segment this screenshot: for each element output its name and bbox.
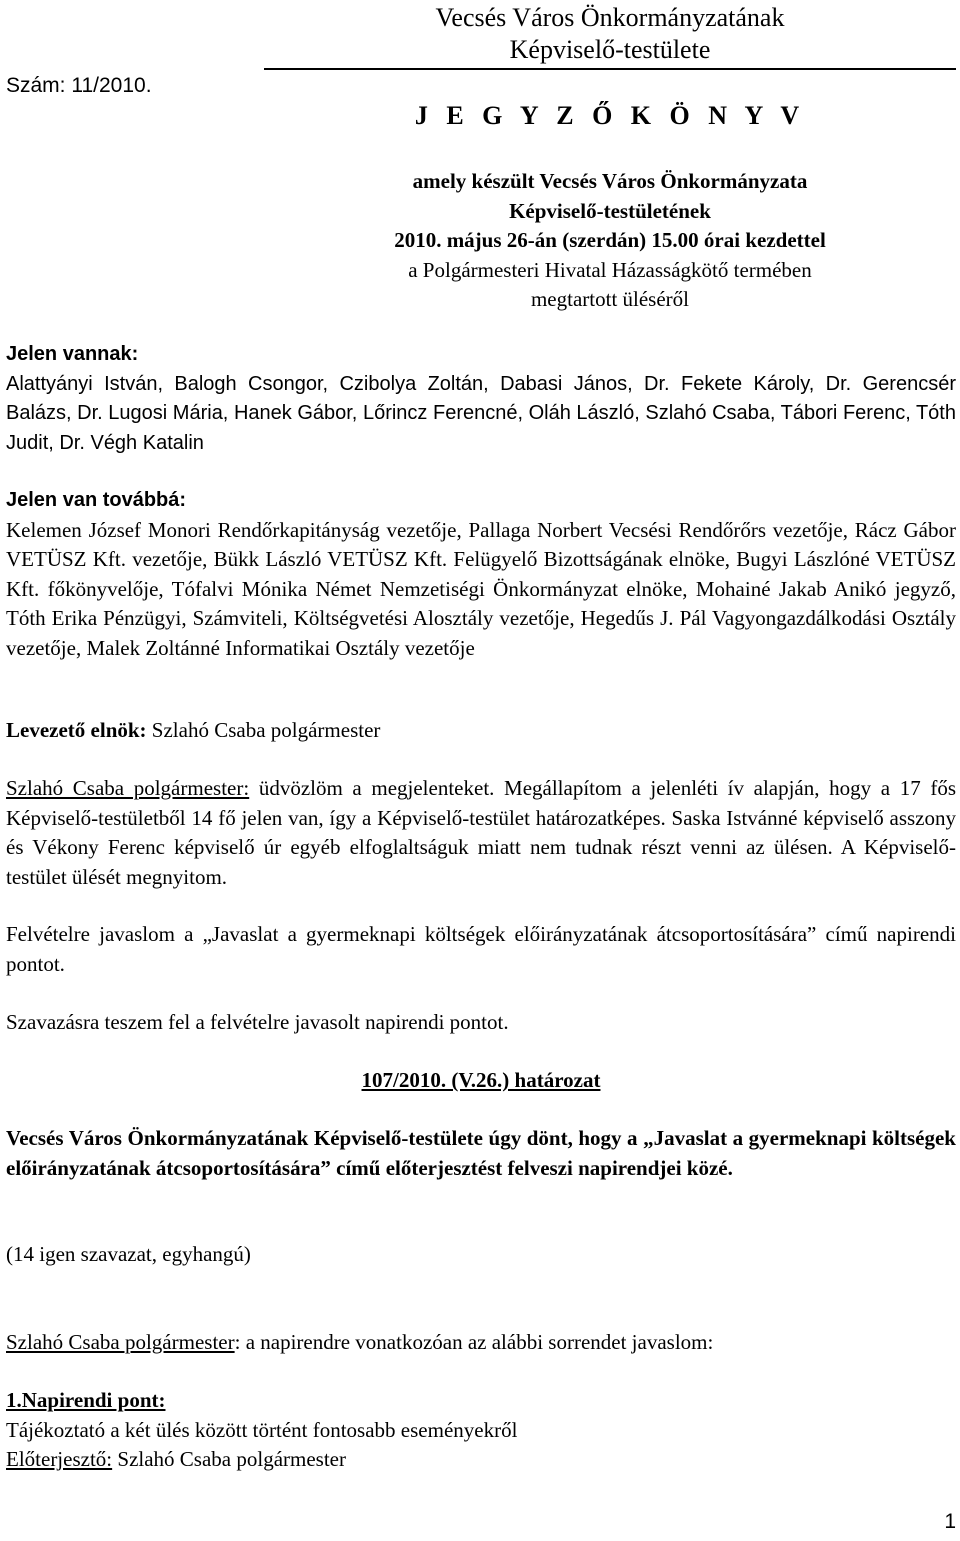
chair-name: Szlahó Csaba polgármester	[151, 718, 381, 742]
council-name-line2: Képviselő-testülete	[509, 35, 711, 64]
document-header	[6, 0, 956, 130]
agenda-item-title: Tájékoztató a két ülés között történt fontosabb eseményekről	[6, 1417, 518, 1442]
chair-label: Levezető elnök:	[6, 718, 147, 742]
opening-speech	[6, 774, 956, 892]
also-present-heading: Jelen van továbbá:	[6, 489, 187, 511]
also-present-list: Kelemen József Monori Rendőrkapitányság vezetője, Pallaga Norbert Vecsési Rendőrőrs vezetője, Rácz Gábor VETÜSZ Kft. vezetője, Bükk László VETÜSZ Kft. Felügyelő Bizottságának elnöke, Bugyi Lászlóné VETÜSZ Kft. főkönyvelője, Tófalvi Mónika Német Nemzetiségi Önkormányzat elnöke, Mohainé Jakab Anikó jegyző, Tóth Erika Pénzügyi, Számviteli, Költségvetési Alosztály vezetője, Hegedűs J. Pál Vagyongazdálkodási Osztály vezetője, Malek Zoltánné Informatikai Osztály vezetője	[6, 517, 956, 660]
chair-line	[6, 716, 956, 746]
intro-line: a Polgármesteri Hivatal Házasságkötő termében	[408, 257, 812, 282]
document-page	[6, 0, 956, 1471]
council-name	[264, 0, 956, 70]
vote-call-paragraph: Szavazásra teszem fel a felvételre javasolt napirendi pontot.	[6, 1010, 509, 1034]
intro-line: 2010. május 26-án (szerdán) 15.00 órai kezdettel	[394, 228, 826, 252]
resolution-number-text: 107/2010. (V.26.) határozat	[361, 1068, 601, 1092]
present-heading: Jelen vannak:	[6, 343, 139, 365]
also-present-section	[6, 486, 956, 663]
speech-text: : a napirendre vonatkozóan az alábbi sorrendet javaslom:	[234, 1330, 714, 1354]
proposal-paragraph: Felvételre javaslom a „Javaslat a gyermeknapi költségek előirányzatának átcsoportosítására” című napirendi pontot.	[6, 922, 956, 976]
agenda-item-presenter	[6, 1445, 956, 1475]
speaker-name: Szlahó Csaba polgármester	[6, 1330, 235, 1354]
presenter-label: Előterjesztő:	[6, 1447, 113, 1471]
resolution-vote: (14 igen szavazat, egyhangú)	[6, 1242, 251, 1266]
present-section	[6, 340, 956, 458]
speaker-name: Szlahó Csaba polgármester:	[6, 776, 250, 800]
intro-line: megtartott üléséről	[530, 287, 690, 311]
agenda-speech	[6, 1328, 956, 1358]
presenter-name: Szlahó Csaba polgármester	[117, 1447, 346, 1471]
speech-text: üdvözlöm a megjelenteket. Megállapítom a jelenléti ív alapján, hogy a 17 fős Képviselő-testületből 14 fő jelen van, így a Képviselő-testület határozatképes. Saska Istvánné képviselő asszony és Vékony Ferenc képviselő úr egyéb elfoglaltságuk miatt nem tudnak részt venni az ülésen. A Képviselő-testület ülését megnyitom.	[6, 776, 956, 889]
meeting-intro	[6, 167, 956, 315]
document-title: J E G Y Z Ő K Ö N Y V	[414, 101, 806, 130]
resolution-text: Vecsés Város Önkormányzatának Képviselő-testülete úgy dönt, hogy a „Javaslat a gyermeknapi költségek előirányzatának átcsoportosítására” című előterjesztést felveszi napirendjei közé.	[6, 1126, 956, 1180]
agenda-item	[6, 1386, 956, 1475]
present-list: Alattyányi István, Balogh Csongor, Czibolya Zoltán, Dabasi János, Dr. Fekete Károly, Dr. Gerencsér Balázs, Dr. Lugosi Mária, Hanek Gábor, Lőrincz Ferencné, Oláh László, Szlahó Csaba, Tábori Ferenc, Tóth Judit, Dr. Végh Katalin	[6, 372, 956, 454]
page-number: 1	[944, 1510, 956, 1533]
council-name-line1: Vecsés Város Önkormányzatának	[435, 3, 785, 32]
resolution-number	[6, 1066, 956, 1096]
document-number: Szám: 11/2010.	[6, 74, 152, 97]
intro-line: amely készült Vecsés Város Önkormányzata	[412, 169, 808, 193]
intro-line: Képviselő-testületének	[509, 198, 711, 223]
agenda-item-heading: 1.Napirendi pont:	[6, 1388, 166, 1412]
header-rule	[264, 68, 956, 70]
